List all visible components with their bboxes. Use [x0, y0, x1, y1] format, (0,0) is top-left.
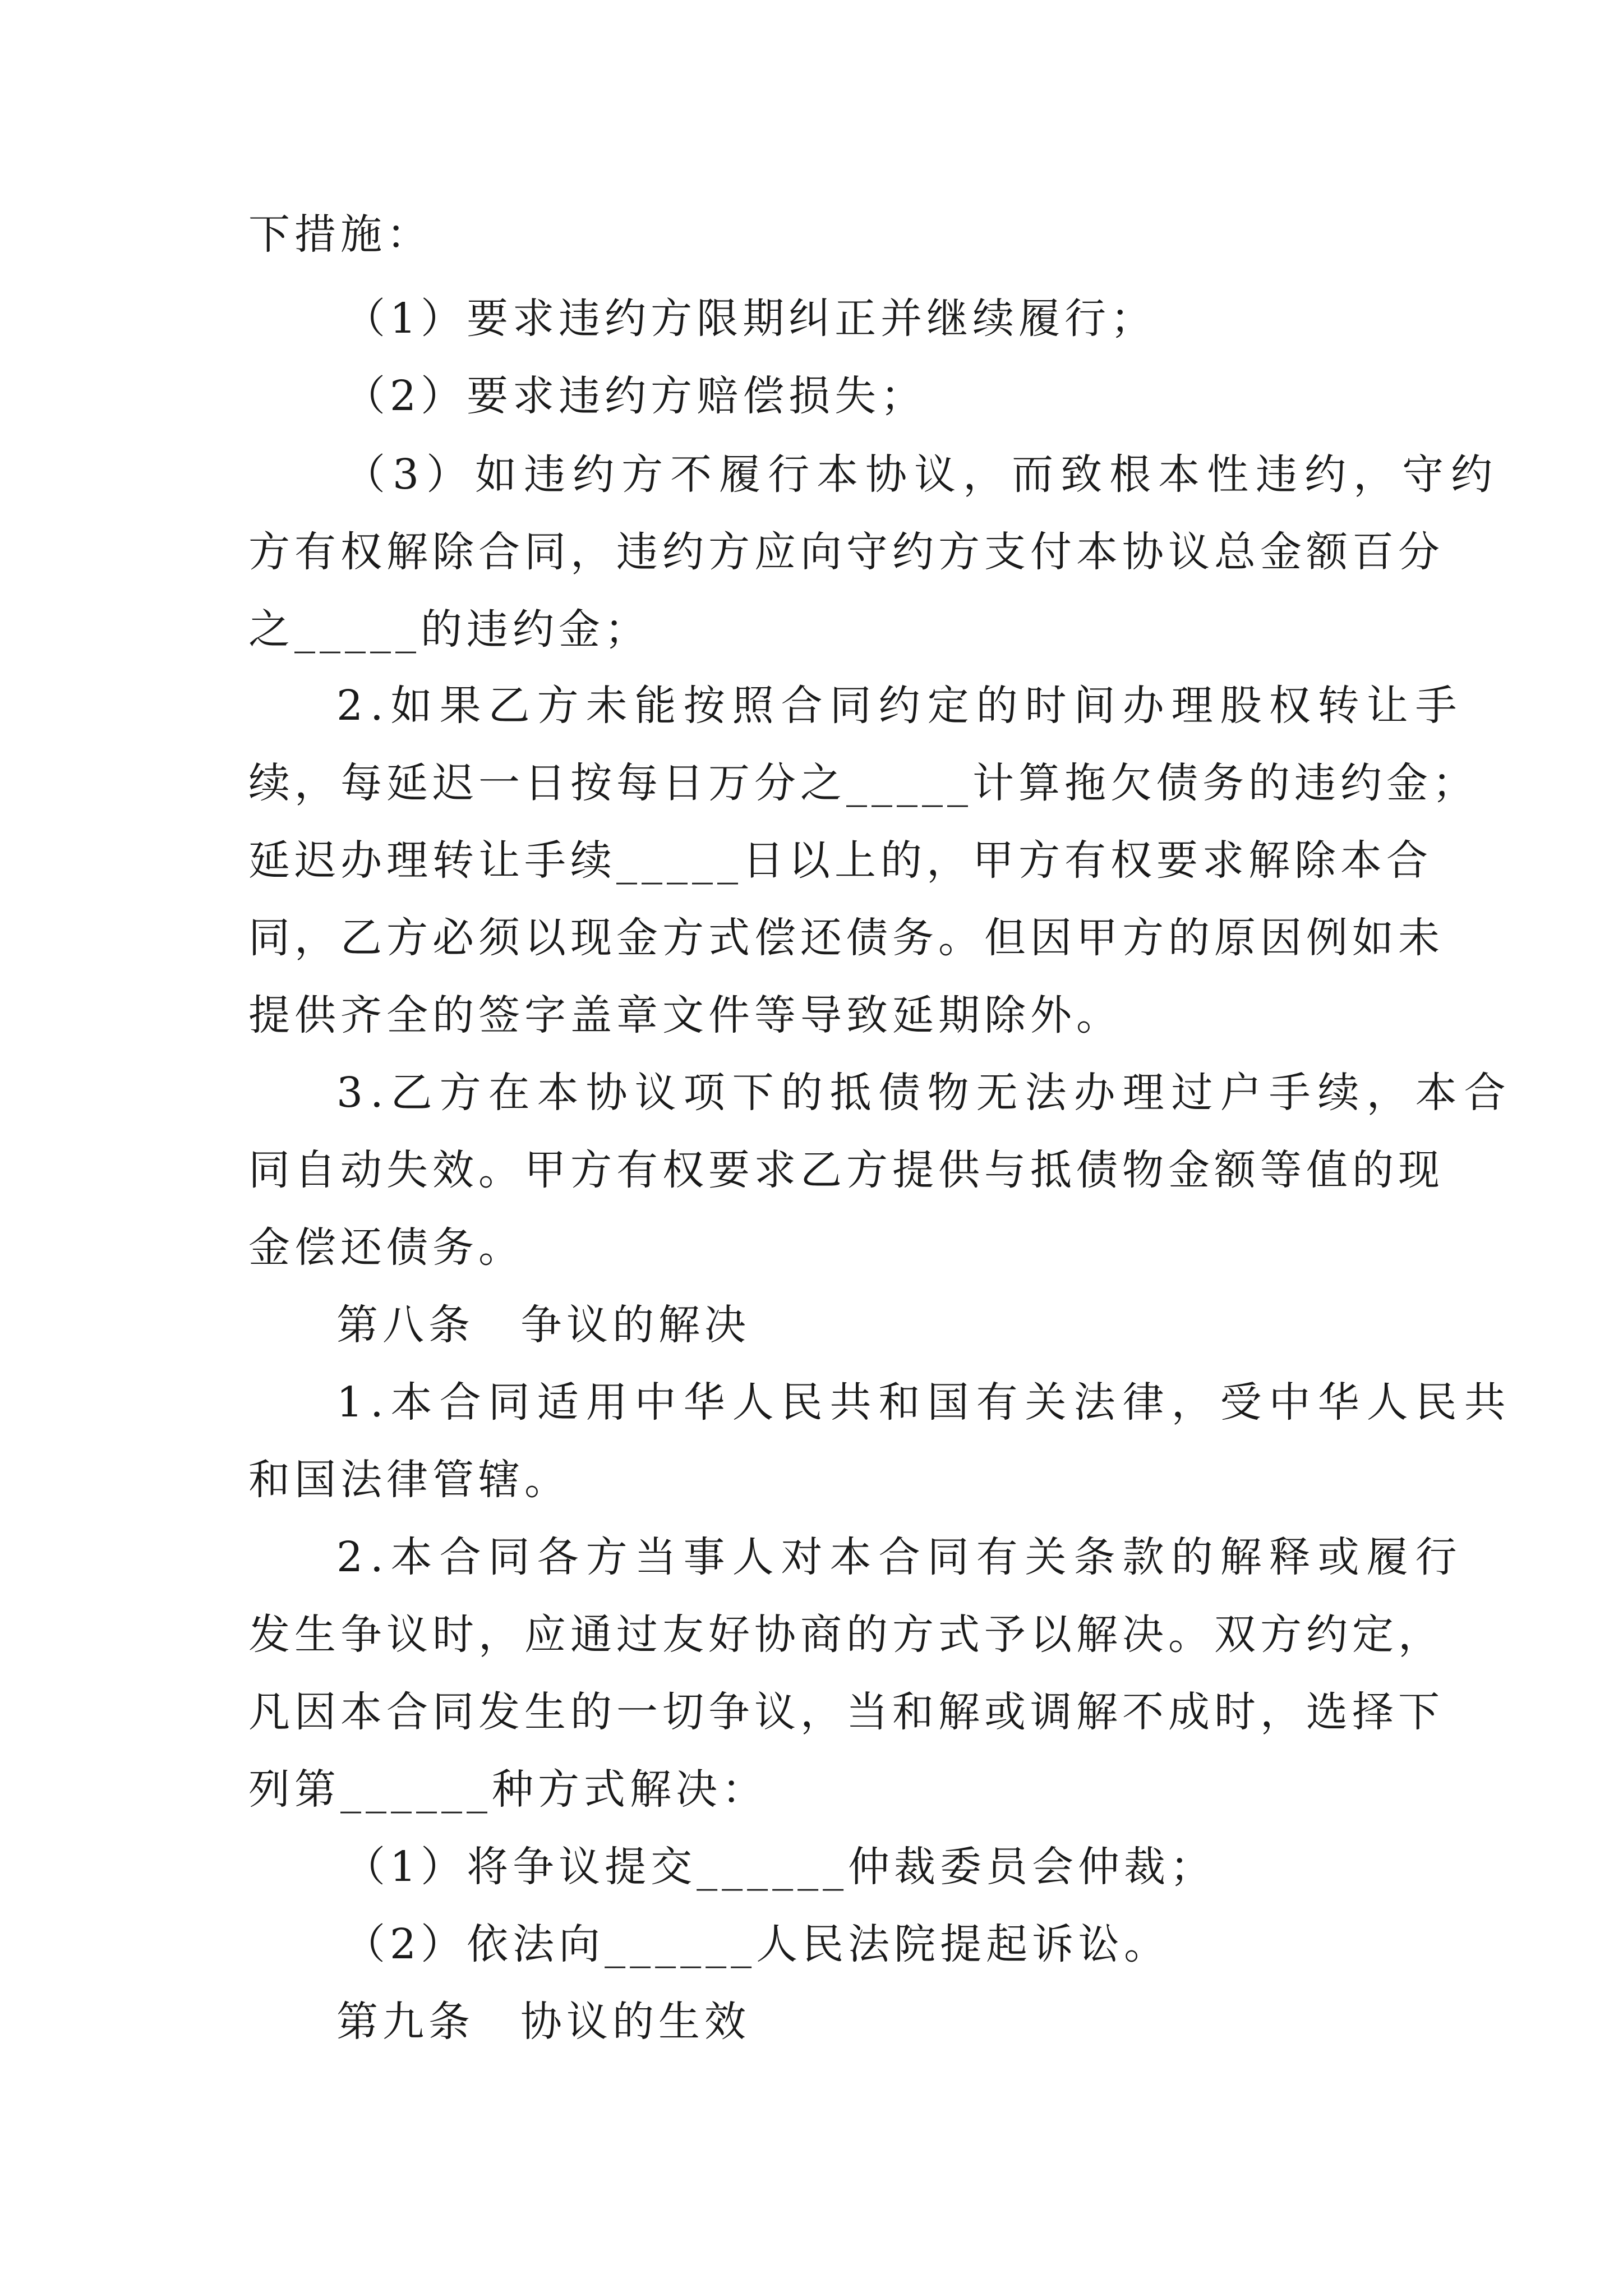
text-line: 同，乙方必须以现金方式偿还债务。但因甲方的原因例如未: [248, 914, 1444, 962]
list-item: （2）依法向______人民法院提起诉讼。: [344, 1920, 1170, 1968]
paragraph-start: 1.本合同适用中华人民共和国有关法律，受中华人民共: [336, 1378, 1513, 1427]
section-heading: 第八条 争议的解决: [336, 1301, 750, 1349]
list-item: （2）要求违约方赔偿损失；: [344, 372, 927, 420]
paragraph-start: 2.如果乙方未能按照合同约定的时间办理股权转让手: [336, 682, 1464, 730]
text-line: 提供齐全的签字盖章文件等导致延期除外。: [248, 991, 1122, 1039]
text-line: 凡因本合同发生的一切争议，当和解或调解不成时，选择下: [248, 1688, 1444, 1736]
text-line: 续，每延迟一日按每日万分之_____计算拖欠债务的违约金；: [248, 759, 1478, 807]
text-line: 之_____的违约金；: [248, 605, 651, 654]
text-line: 金偿还债务。: [248, 1223, 524, 1272]
text-line: 延迟办理转让手续_____日以上的，甲方有权要求解除本合: [248, 836, 1432, 885]
text-line: 列第______种方式解决：: [248, 1765, 768, 1814]
text-line: 下措施：: [248, 210, 432, 259]
text-line: 方有权解除合同，违约方应向守约方支付本协议总金额百分: [248, 528, 1444, 576]
list-item: （3）如违约方不履行本协议，而致根本性违约，守约: [344, 450, 1500, 499]
paragraph-start: 3.乙方在本协议项下的抵债物无法办理过户手续，本合: [336, 1069, 1513, 1117]
list-item: （1）要求违约方限期纠正并继续履行；: [344, 295, 1157, 343]
text-line: 和国法律管辖。: [248, 1456, 570, 1504]
text-line: 发生争议时，应通过友好协商的方式予以解决。双方约定，: [248, 1611, 1444, 1659]
list-item: （1）将争议提交______仲裁委员会仲裁；: [344, 1843, 1216, 1891]
text-line: 同自动失效。甲方有权要求乙方提供与抵债物金额等值的现: [248, 1146, 1444, 1194]
section-heading: 第九条 协议的生效: [336, 1998, 750, 2046]
paragraph-start: 2.本合同各方当事人对本合同有关条款的解释或履行: [336, 1533, 1464, 1581]
